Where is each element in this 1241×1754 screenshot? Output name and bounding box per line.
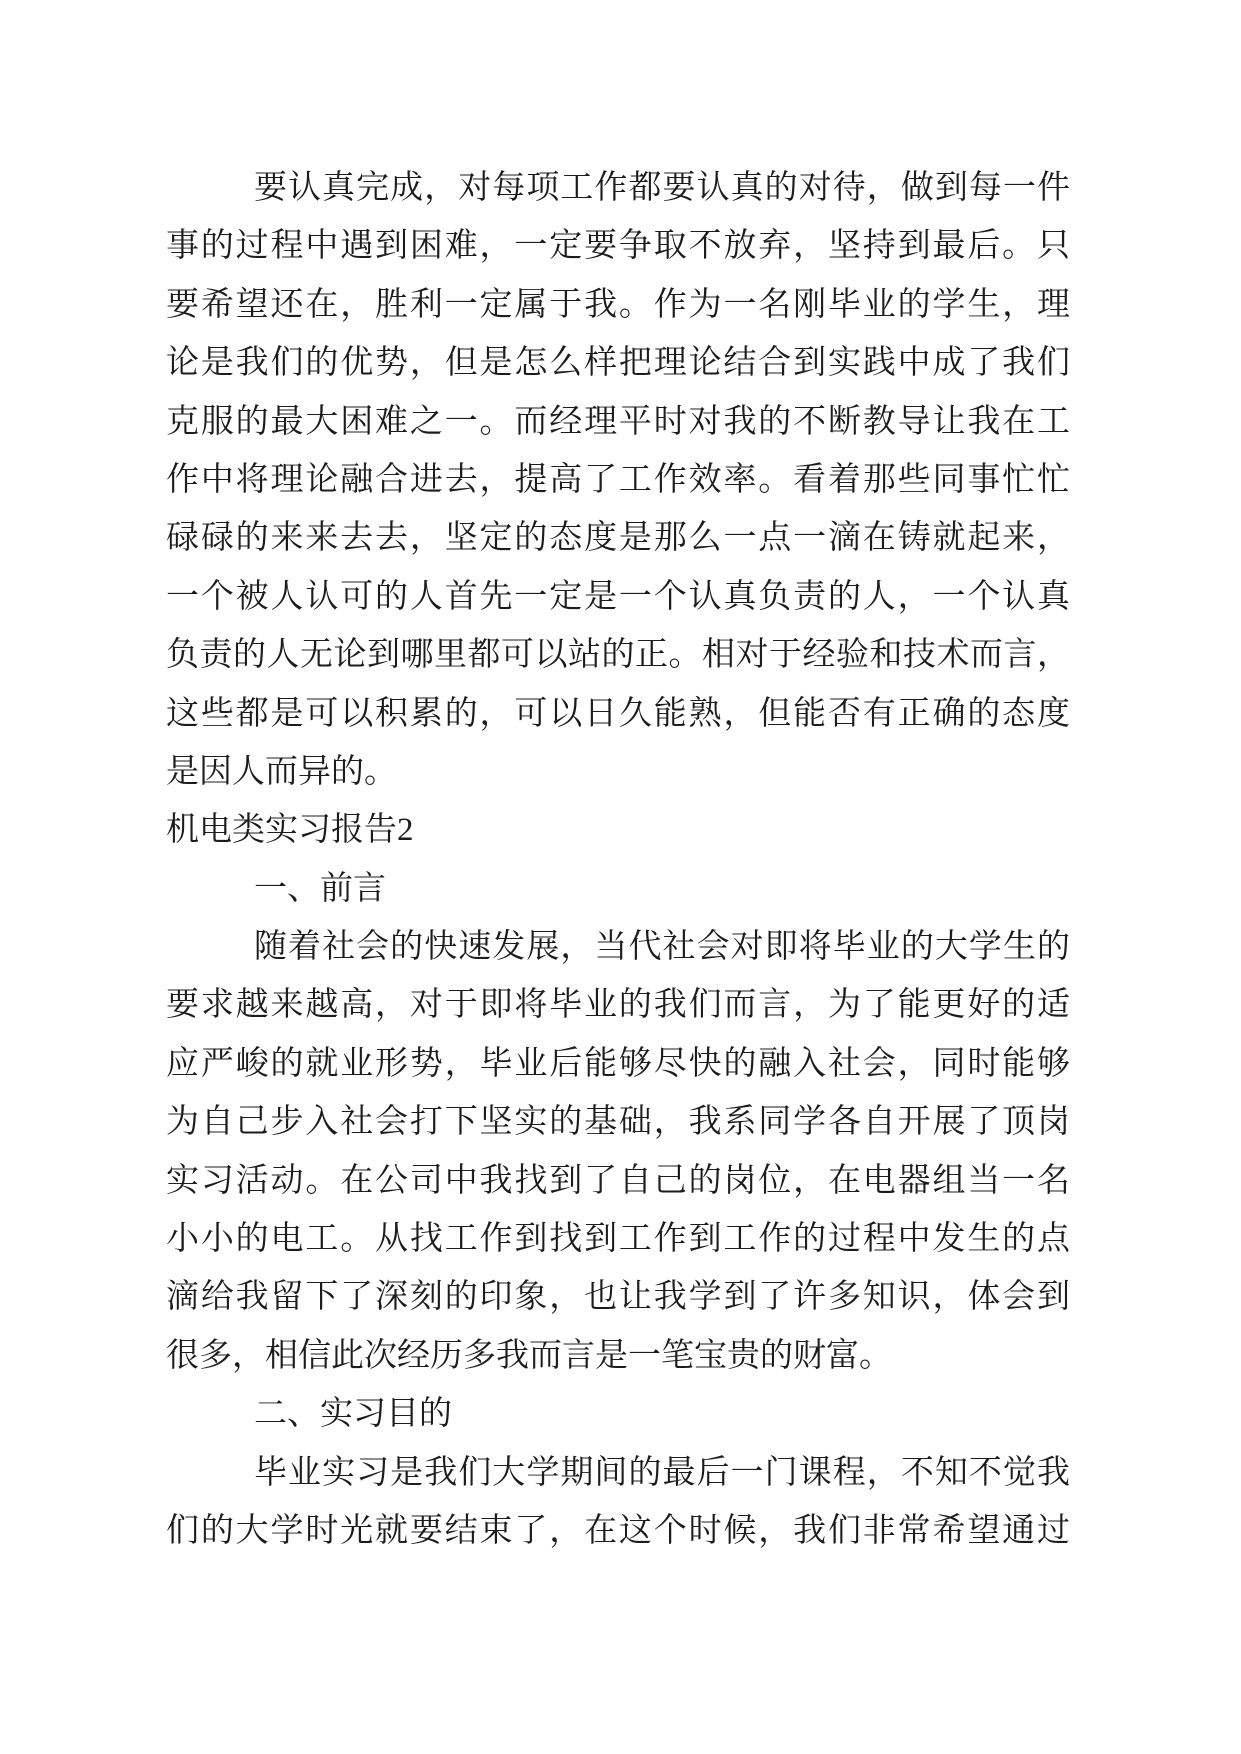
body-text-line: 毕业实习是我们大学期间的最后一门课程，不知不觉我 <box>254 1454 1070 1491</box>
body-text-line: 事的过程中遇到困难，一定要争取不放弃，坚持到最后。只 <box>166 228 1070 265</box>
text-block <box>166 159 1070 1560</box>
body-text-line: 要希望还在，胜利一定属于我。作为一名刚毕业的学生，理 <box>166 286 1070 323</box>
body-text-line: 小小的电工。从找工作到找到工作到工作的过程中发生的点 <box>166 1221 1070 1258</box>
section-heading-line: 二、实习目的 <box>254 1396 452 1433</box>
body-text-line: 碌碌的来来去去，坚定的态度是那么一点一滴在铸就起来， <box>166 520 1070 557</box>
body-text-line: 们的大学时光就要结束了，在这个时候，我们非常希望通过 <box>166 1512 1070 1549</box>
body-text-line: 应严峻的就业形势，毕业后能够尽快的融入社会，同时能够 <box>166 1045 1070 1082</box>
body-text-line: 论是我们的优势，但是怎么样把理论结合到实践中成了我们 <box>166 345 1070 382</box>
body-text-line: 作中将理论融合进去，提高了工作效率。看着那些同事忙忙 <box>166 461 1070 498</box>
body-text-line: 很多，相信此次经历多我而言是一笔宝贵的财富。 <box>166 1337 892 1374</box>
report-title-line: 机电类实习报告2 <box>166 812 414 849</box>
body-text-line: 滴给我留下了深刻的印象，也让我学到了许多知识，体会到 <box>166 1279 1070 1316</box>
body-text-line: 要求越来越高，对于即将毕业的我们而言，为了能更好的适 <box>166 987 1070 1024</box>
body-text-line: 随着社会的快速发展，当代社会对即将毕业的大学生的 <box>254 929 1070 966</box>
body-text-line: 实习活动。在公司中我找到了自己的岗位，在电器组当一名 <box>166 1162 1070 1199</box>
body-text-line: 这些都是可以积累的，可以日久能熟，但能否有正确的态度 <box>166 695 1070 732</box>
body-text-line: 为自己步入社会打下坚实的基础，我系同学各自开展了顶岗 <box>166 1104 1070 1141</box>
body-text-line: 是因人而异的。 <box>166 753 397 790</box>
body-text-line: 克服的最大困难之一。而经理平时对我的不断教导让我在工 <box>166 403 1070 440</box>
body-text-line: 一个被人认可的人首先一定是一个认真负责的人，一个认真 <box>166 578 1070 615</box>
section-heading-line: 一、前言 <box>254 870 386 907</box>
body-text-line: 要认真完成，对每项工作都要认真的对待，做到每一件 <box>254 170 1070 206</box>
body-text-line: 负责的人无论到哪里都可以站的正。相对于经验和技术而言， <box>166 637 1070 674</box>
